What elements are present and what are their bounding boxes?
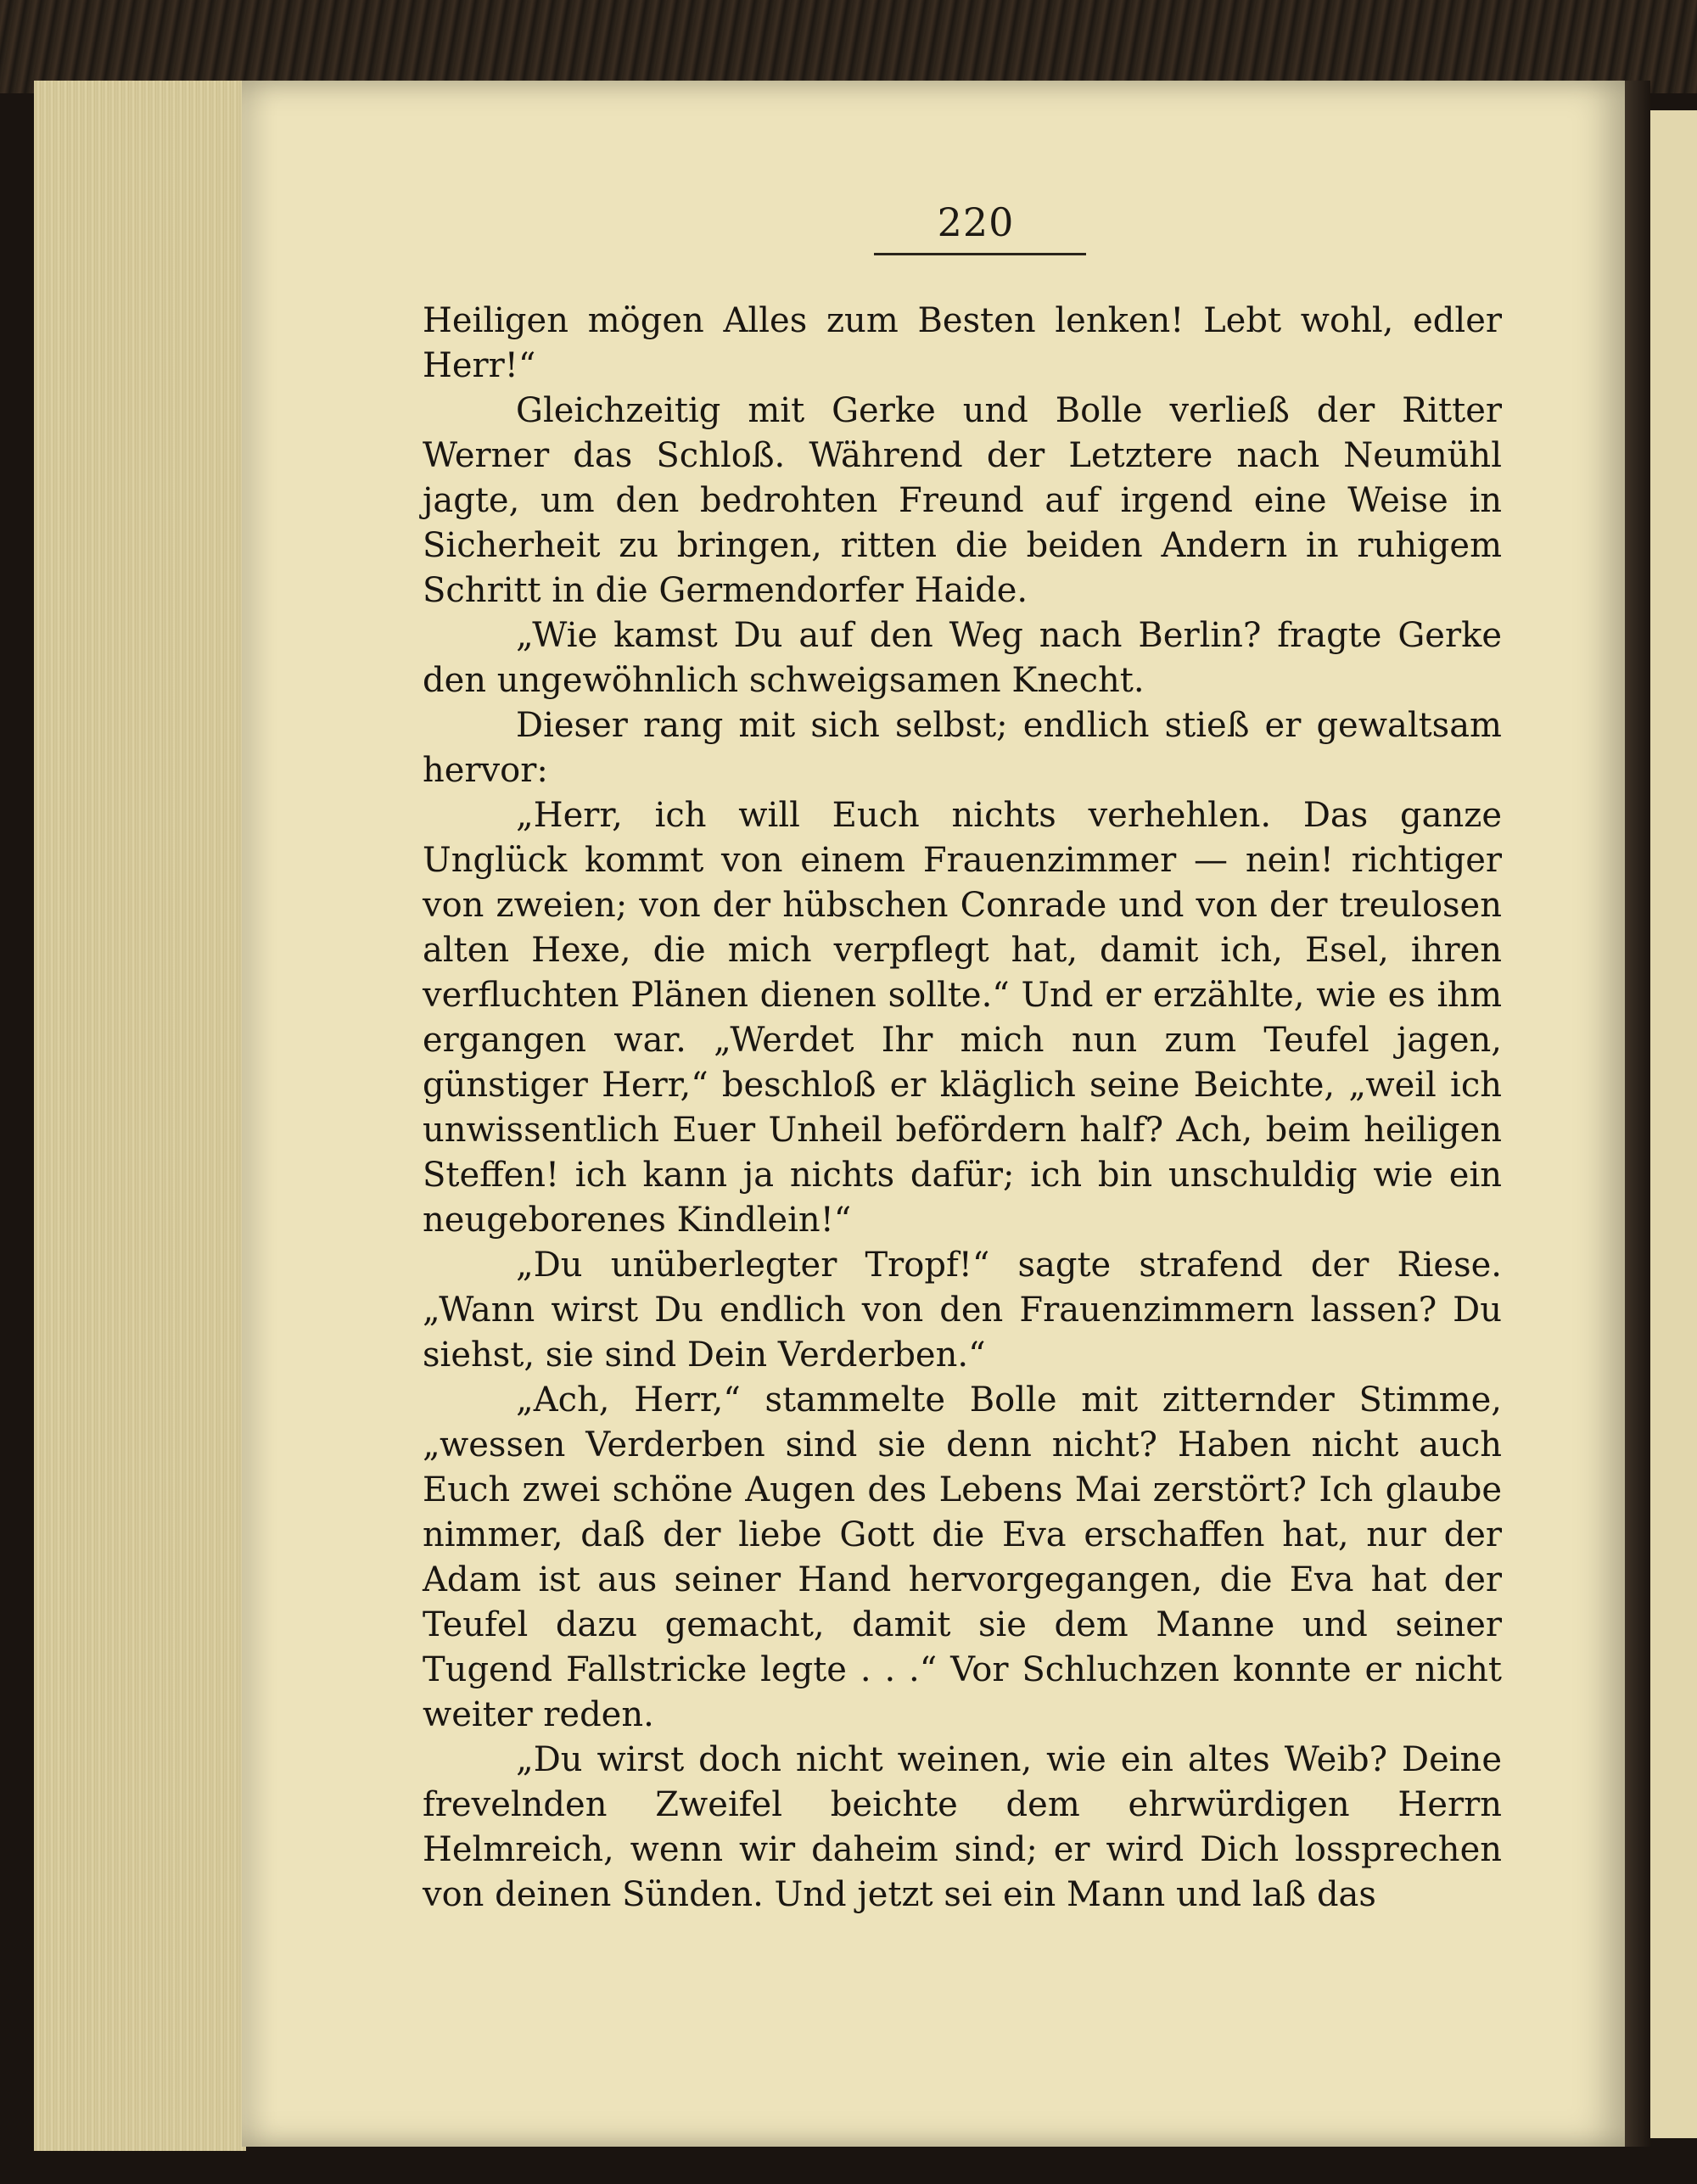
book-gutter <box>1625 81 1650 2147</box>
paragraph: Heiligen mögen Alles zum Besten lenken! Lebt wohl, edler Herr!“ <box>423 301 1502 385</box>
paragraph: „Du unüberlegter Tropf!“ sagte strafend der Riese. „Wann wirst Du endlich von den Frauenzimmern lassen? Du siehst, sie sind Dein Verderben.“ <box>423 1246 1502 1375</box>
paragraph: „Wie kamst Du auf den Weg nach Berlin? fragte Gerke den ungewöhnlich schweigsamen Knecht. <box>423 616 1502 700</box>
paragraph: Gleichzeitig mit Gerke und Bolle verließ der Ritter Werner das Schloß. Während der Letztere nach Neumühl jagte, um den bedrohten Freund auf irgend eine Weise in Sicherheit zu bringen, ritten die beiden Andern in ruhigem Schritt in die Germendorfer Haide. <box>423 391 1502 610</box>
facing-page-edge <box>1650 110 1697 2138</box>
header-rule <box>874 253 1086 255</box>
page-number: 220 <box>937 199 1015 245</box>
book-cover-background <box>0 0 1697 93</box>
paragraph: „Du wirst doch nicht weinen, wie ein altes Weib? Deine frevelnden Zweifel beichte dem ehrwürdigen Herrn Helmreich, wenn wir daheim sind; er wird Dich lossprechen von deinen Sünden. Und jetzt sei ein Mann und laß das <box>423 1740 1502 1914</box>
paragraph: „Herr, ich will Euch nichts verhehlen. Das ganze Unglück kommt von einem Frauenzimmer — nein! richtiger von zweien; von der hübschen Conrade und von der treulosen alten Hexe, die mich verpflegt hat, damit ich, Esel, ihren verfluchten Plänen dienen sollte.“ Und er erzählte, wie es ihm ergangen war. „Werdet Ihr mich nun zum Teufel jagen, günstiger Herr,“ beschloß er kläglich seine Beichte, „weil ich unwissentlich Euer Unheil befördern half? Ach, beim heiligen Steffen! ich kann ja nichts dafür; ich bin unschuldig wie ein neugeborenes Kindlein!“ <box>423 796 1502 1240</box>
paragraph: „Ach, Herr,“ stammelte Bolle mit zitternder Stimme, „wessen Verderben sind sie denn nicht? Haben nicht auch Euch zwei schöne Augen des Lebens Mai zerstört? Ich glaube nimmer, daß der liebe Gott die Eva erschaffen hat, nur der Adam ist aus seiner Hand hervorgegangen, die Eva hat der Teufel dazu gemacht, damit sie dem Manne und seiner Tugend Fallstricke legte . . .“ Vor Schluchzen konnte er nicht weiter reden. <box>423 1380 1502 1734</box>
paragraph: Dieser rang mit sich selbst; endlich stieß er gewaltsam hervor: <box>423 706 1502 790</box>
body-text <box>423 299 1502 1918</box>
page-stack-edges <box>34 81 246 2151</box>
